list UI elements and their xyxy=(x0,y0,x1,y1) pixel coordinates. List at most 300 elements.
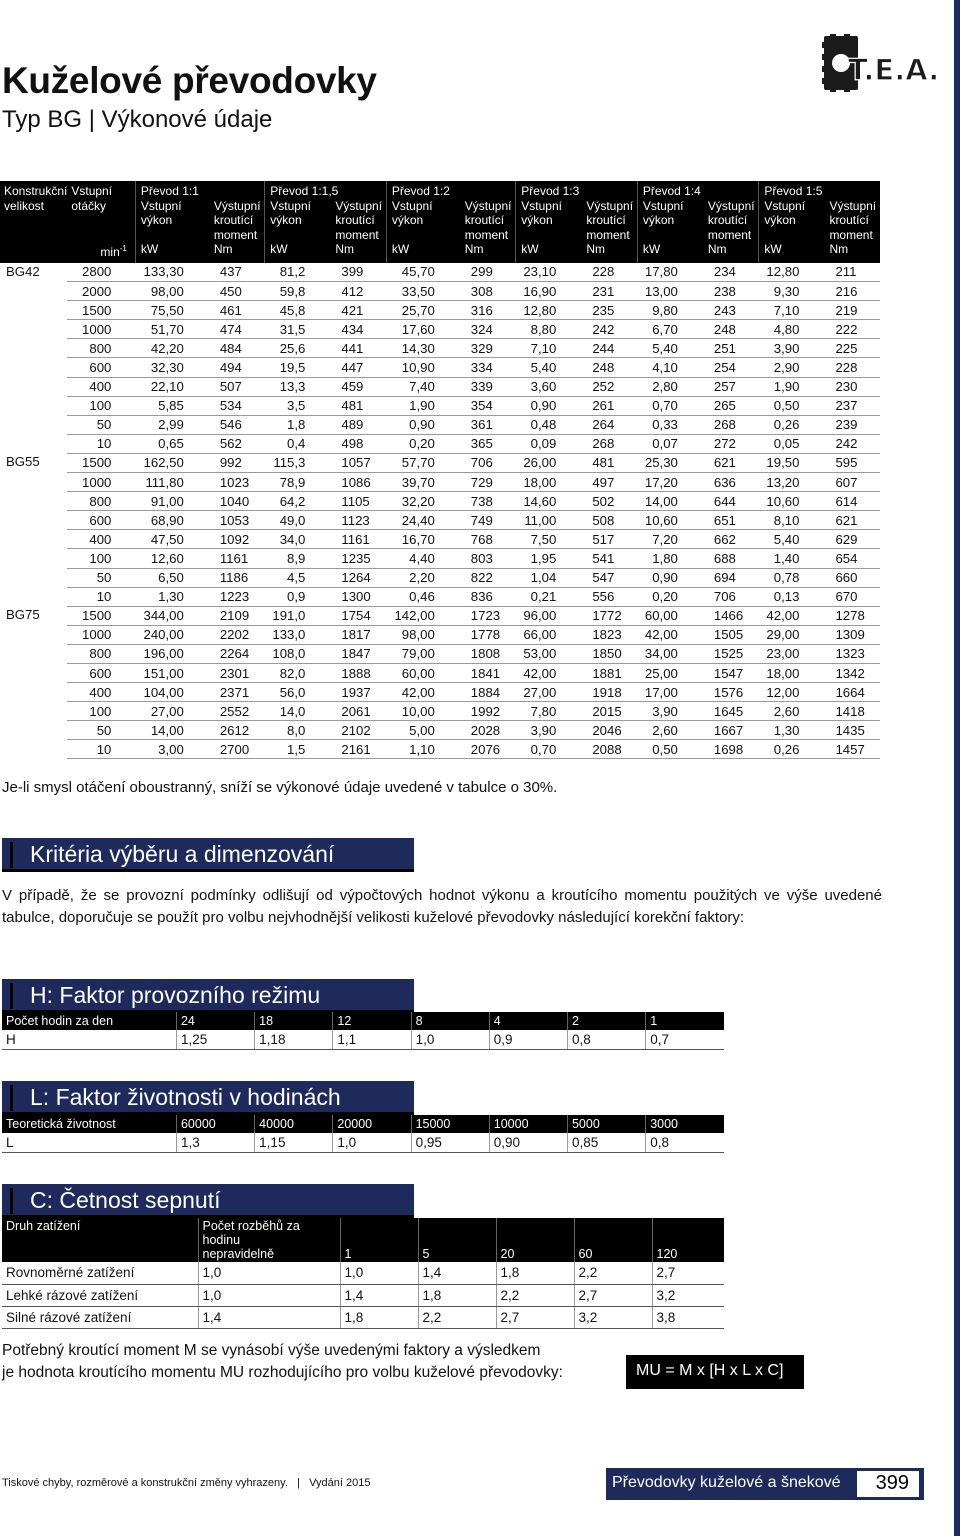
torque-cell: 459 xyxy=(331,377,386,396)
torque-cell: 2700 xyxy=(210,740,265,759)
torque-cell: 399 xyxy=(331,263,386,282)
power-cell: 82,0 xyxy=(265,663,332,682)
power-cell: 18,00 xyxy=(516,473,583,492)
performance-table: Konstrukční Vstupní Převod 1:1 Převod 1:1,5 Převod 1:2 Převod 1:3 Převod 1:4 Převod 1:5 velikost otáčky Vstupní výkon Výstupní kroutící moment Vstupní výkon Výstupní kroutící moment Vstupní výkon Výstupní kroutící moment Vstupní výkon Výstupní kroutící moment Vstupní výkon Výstupní kroutící moment Vstupní výkon Výstupní kroutící moment $\min^{-1}$ kW Nm kW Nm kW Nm kW Nm kW Nm kW Nm BG42 2800 133,30 437 81,2 399 45,70 299 23,10 228 17,80 234 12,80 211 2000 98,00 450 59,8 412 33,50 308 16,90 231 13,00 238 9,30 216 1500 75,50 461 45,8 421 25,70 316 12,80 235 9,80 243 7,10 219 1000 51,70 474 31,5 434 17,60 324 8,80 242 6,70 248 4,80 222 800 42,20 484 25,6 441 14,30 329 7,10 244 5,40 251 3,90 225 600 32,30 494 19,5 447 10,90 334 5,40 248 4,10 254 2,90 228 400 22,10 507 13,3 459 7,40 339 3,60 252 2,80 257 1,90 230 100 5,85 534 3,5 481 1,90 354 0,90 261 0,70 265 0,50 237 50 2,99 546 1,8 489 0,90 361 0,48 264 0,33 268 0,26 239 10 0,65 562 0,4 498 0,20 365 0,09 268 0,07 272 0,05 242 BG55 1500 162,50 992 115,3 1057 57,70 706 26,00 481 25,30 621 19,50 595 1000 111,80 1023 78,9 1086 39,70 729 18,00 497 17,20 636 13,20 607 800 91,00 1040 64,2 1105 32,20 738 14,60 502 14,00 644 10,60 614 600 68,90 1053 49,0 1123 24,40 749 11,00 508 10,60 651 8,10 621 400 47,50 1092 34,0 1161 16,70 768 7,50 517 7,20 662 5,40 629 100 12,60 1161 8,9 1235 4,40 803 1,95 541 1,80 688 1,40 654 50 6,50 1186 4,5 1264 2,20 822 1,04 547 0,90 694 0,78 660 10 1,30 1223 0,9 1300 0,46 836 0,21 556 0,20 706 0,13 670 BG75 1500 344,00 2109 191,0 1754 142,00 1723 96,00 1772 60,00 1466 42,00 1278 1000 240,00 2202 133,0 1817 98,00 1778 66,00 1823 42,00 1505 29,00 1309 800 196,00 2264 108,0 1847 79,00 1808 53,00 1850 34,00 1525 23,00 1323 600 151,00 2301 82,0 1888 60,00 1841 42,00 1881 25,00 1547 18,00 1342 400 104,00 2371 56,0 1937 42,00 1884 27,00 1918 17,00 1576 12,00 1664 100 27,00 2552 14,0 2061 10,00 1992 7,80 2015 3,90 1645 2,60 1418 50 14,00 2612 8,0 2102 5,00 2028 3,90 2046 2,60 1667 1,30 1435 10 3,00 2700 1,5 2161 1,10 2076 0,70 2088 0,50 1698 0,26 1457 xyxy=(0,181,880,759)
torque-cell: 244 xyxy=(582,339,637,358)
power-cell: 25,6 xyxy=(265,339,332,358)
factor_h-value-cell: 1,0 xyxy=(411,1030,489,1050)
table-row xyxy=(0,263,880,282)
power-cell: 0,07 xyxy=(637,434,704,453)
factor_h-header-cell: 18 xyxy=(255,1012,333,1030)
table-row xyxy=(0,740,880,759)
table-row xyxy=(0,530,880,549)
power-cell: 0,50 xyxy=(759,396,826,415)
power-cell: 0,70 xyxy=(516,740,583,759)
power-cell: 151,00 xyxy=(135,663,209,682)
table-row xyxy=(0,415,880,434)
power-cell: 45,8 xyxy=(265,301,332,320)
starts-header-1: 1 xyxy=(340,1218,418,1262)
torque-cell: 2552 xyxy=(210,702,265,721)
power-cell: 4,10 xyxy=(637,358,704,377)
factor_l-value-cell: 0,8 xyxy=(646,1133,724,1153)
power-cell: 3,00 xyxy=(135,740,209,759)
torque-cell: 1300 xyxy=(331,587,386,606)
rpm-unit: $\min^{-1}$ xyxy=(67,242,135,263)
power-cell: 108,0 xyxy=(265,644,332,663)
factor_l-value-cell: L xyxy=(2,1133,176,1153)
power-cell: 1,80 xyxy=(637,549,704,568)
power-cell: 23,10 xyxy=(516,263,583,282)
power-cell: 0,20 xyxy=(386,434,460,453)
torque-cell: 1778 xyxy=(461,625,516,644)
power-cell: 1,95 xyxy=(516,549,583,568)
torque-cell: 2109 xyxy=(210,606,265,625)
torque-cell: 316 xyxy=(461,301,516,320)
sub-input-power: Vstupní výkon xyxy=(637,199,704,243)
table-row xyxy=(0,453,880,472)
power-cell: 17,20 xyxy=(637,473,704,492)
torque-cell: 1754 xyxy=(331,606,386,625)
torque-cell: 629 xyxy=(825,530,880,549)
rpm-cell: 10 xyxy=(67,740,135,759)
rpm-cell: 600 xyxy=(67,511,135,530)
power-cell: 0,26 xyxy=(759,415,826,434)
torque-cell: 1161 xyxy=(210,549,265,568)
factor-c-value-cell: 2,7 xyxy=(652,1262,724,1284)
torque-cell: 1698 xyxy=(704,740,759,759)
table-row xyxy=(0,549,880,568)
torque-cell: 595 xyxy=(825,453,880,472)
rpm-cell: 10 xyxy=(67,587,135,606)
torque-cell: 1161 xyxy=(331,530,386,549)
torque-cell: 836 xyxy=(461,587,516,606)
power-cell: 2,90 xyxy=(759,358,826,377)
torque-cell: 450 xyxy=(210,282,265,301)
torque-cell: 1823 xyxy=(582,625,637,644)
factor-c-value-cell: 1,0 xyxy=(198,1262,340,1284)
torque-cell: 257 xyxy=(704,377,759,396)
intro-paragraph: V případě, že se provozní podmínky odlišují od výpočtových hodnot výkonu a kroutícího momentu použitých ve výše uvedené tabulce, doporučuje se použít pro volbu nejvhodnější velikosti kuželové převodovky následující korekční faktory: xyxy=(2,887,882,926)
torque-cell: 361 xyxy=(461,415,516,434)
power-cell: 8,0 xyxy=(265,721,332,740)
power-cell: 14,00 xyxy=(637,492,704,511)
torque-cell: 222 xyxy=(825,320,880,339)
power-cell: 3,90 xyxy=(637,702,704,721)
table-row xyxy=(0,282,880,301)
power-cell: 10,90 xyxy=(386,358,460,377)
unit-kw: kW xyxy=(516,242,583,263)
torque-cell: 768 xyxy=(461,530,516,549)
torque-cell: 607 xyxy=(825,473,880,492)
torque-cell: 729 xyxy=(461,473,516,492)
power-cell: 0,70 xyxy=(637,396,704,415)
power-cell: 31,5 xyxy=(265,320,332,339)
power-cell: 1,04 xyxy=(516,568,583,587)
torque-cell: 238 xyxy=(704,282,759,301)
table-row xyxy=(0,301,880,320)
torque-cell: 546 xyxy=(210,415,265,434)
torque-cell: 2102 xyxy=(331,721,386,740)
table-row xyxy=(2,1262,724,1284)
power-cell: 133,0 xyxy=(265,625,332,644)
power-cell: 27,00 xyxy=(135,702,209,721)
torque-cell: 272 xyxy=(704,434,759,453)
starts-header-60: 60 xyxy=(574,1218,652,1262)
power-cell: 16,90 xyxy=(516,282,583,301)
power-cell: 2,80 xyxy=(637,377,704,396)
factor-c-value-cell: 2,2 xyxy=(574,1262,652,1284)
table-row xyxy=(0,702,880,721)
factor_h-header-cell: 1 xyxy=(646,1012,724,1030)
power-cell: 12,80 xyxy=(516,301,583,320)
power-cell: 111,80 xyxy=(135,473,209,492)
torque-cell: 1466 xyxy=(704,606,759,625)
torque-cell: 2161 xyxy=(331,740,386,759)
torque-cell: 1772 xyxy=(582,606,637,625)
power-cell: 1,30 xyxy=(135,587,209,606)
factor-c-value-cell: 1,4 xyxy=(340,1284,418,1306)
power-cell: 23,00 xyxy=(759,644,826,663)
torque-cell: 508 xyxy=(582,511,637,530)
torque-cell: 1086 xyxy=(331,473,386,492)
power-cell: 66,00 xyxy=(516,625,583,644)
power-cell: 0,90 xyxy=(637,568,704,587)
power-cell: 14,30 xyxy=(386,339,460,358)
sub-input-power: Vstupní výkon xyxy=(386,199,460,243)
power-cell: 1,90 xyxy=(759,377,826,396)
power-cell: 79,00 xyxy=(386,644,460,663)
torque-cell: 541 xyxy=(582,549,637,568)
torque-cell: 660 xyxy=(825,568,880,587)
torque-cell: 474 xyxy=(210,320,265,339)
power-cell: 0,48 xyxy=(516,415,583,434)
torque-cell: 517 xyxy=(582,530,637,549)
ratio-header-2: Převod 1:1,5 xyxy=(265,181,387,199)
table-row xyxy=(0,396,880,415)
torque-cell: 1123 xyxy=(331,511,386,530)
sub-input-power: Vstupní výkon xyxy=(516,199,583,243)
power-cell: 9,80 xyxy=(637,301,704,320)
power-cell: 5,40 xyxy=(516,358,583,377)
torque-cell: 2202 xyxy=(210,625,265,644)
torque-cell: 670 xyxy=(825,587,880,606)
rpm-cell: 100 xyxy=(67,549,135,568)
torque-cell: 614 xyxy=(825,492,880,511)
torque-cell: 651 xyxy=(704,511,759,530)
power-cell: 1,40 xyxy=(759,549,826,568)
torque-cell: 2264 xyxy=(210,644,265,663)
power-cell: 14,00 xyxy=(135,721,209,740)
rpm-cell: 600 xyxy=(67,663,135,682)
power-cell: 1,30 xyxy=(759,721,826,740)
torque-cell: 1937 xyxy=(331,683,386,702)
factor-c-value-cell: 2,7 xyxy=(496,1306,574,1328)
torque-cell: 354 xyxy=(461,396,516,415)
power-cell: 57,70 xyxy=(386,453,460,472)
power-cell: 10,60 xyxy=(637,511,704,530)
power-cell: 7,10 xyxy=(759,301,826,320)
torque-cell: 329 xyxy=(461,339,516,358)
torque-cell: 621 xyxy=(825,511,880,530)
power-cell: 16,70 xyxy=(386,530,460,549)
torque-cell: 1053 xyxy=(210,511,265,530)
torque-cell: 507 xyxy=(210,377,265,396)
torque-cell: 803 xyxy=(461,549,516,568)
factor-c-value-cell: 2,2 xyxy=(418,1306,496,1328)
unit-kw: kW xyxy=(386,242,460,263)
torque-cell: 2371 xyxy=(210,683,265,702)
torque-cell: 706 xyxy=(704,587,759,606)
rpm-cell: 50 xyxy=(67,721,135,740)
power-cell: 8,10 xyxy=(759,511,826,530)
factor-h-table xyxy=(2,1012,724,1050)
sub-output-torque: Výstupní kroutící moment xyxy=(704,199,759,243)
torque-cell: 621 xyxy=(704,453,759,472)
table-row xyxy=(0,473,880,492)
logo-text: T.E.A. xyxy=(848,53,940,87)
power-cell: 27,00 xyxy=(516,683,583,702)
table-row xyxy=(0,377,880,396)
factor-h-title: H: Faktor provozního režimu xyxy=(30,982,321,1008)
table-row xyxy=(0,644,880,663)
torque-cell: 2301 xyxy=(210,663,265,682)
load-type-cell: Silné rázové zatížení xyxy=(2,1306,198,1328)
torque-cell: 412 xyxy=(331,282,386,301)
power-cell: 25,30 xyxy=(637,453,704,472)
unit-kw: kW xyxy=(265,242,332,263)
torque-cell: 502 xyxy=(582,492,637,511)
power-cell: 17,00 xyxy=(637,683,704,702)
factor_h-value-cell: 1,18 xyxy=(255,1030,333,1050)
factor-l-banner xyxy=(2,1081,414,1115)
torque-cell: 688 xyxy=(704,549,759,568)
power-cell: 240,00 xyxy=(135,625,209,644)
factor_h-value-cell: 1,1 xyxy=(333,1030,411,1050)
power-cell: 3,90 xyxy=(759,339,826,358)
table-row xyxy=(0,721,880,740)
rpm-cell: 1000 xyxy=(67,320,135,339)
factor-c-value-cell: 3,2 xyxy=(574,1306,652,1328)
power-cell: 2,20 xyxy=(386,568,460,587)
power-cell: 1,5 xyxy=(265,740,332,759)
torque-cell: 231 xyxy=(582,282,637,301)
torque-cell: 822 xyxy=(461,568,516,587)
rpm-cell: 400 xyxy=(67,377,135,396)
torque-cell: 1105 xyxy=(331,492,386,511)
torque-cell: 1040 xyxy=(210,492,265,511)
power-cell: 25,00 xyxy=(637,663,704,682)
load-type-header: Druh zatížení xyxy=(2,1218,198,1262)
torque-cell: 481 xyxy=(582,453,637,472)
footer-category xyxy=(606,1468,924,1500)
torque-cell: 334 xyxy=(461,358,516,377)
torque-cell: 421 xyxy=(331,301,386,320)
torque-cell: 489 xyxy=(331,415,386,434)
power-cell: 34,0 xyxy=(265,530,332,549)
power-cell: 64,2 xyxy=(265,492,332,511)
torque-cell: 1525 xyxy=(704,644,759,663)
torque-cell: 1888 xyxy=(331,663,386,682)
result-line-1: Potřebný kroutící moment M se vynásobí výše uvedenými faktory a výsledkem xyxy=(2,1342,541,1359)
load-type-cell: Rovnoměrné zatížení xyxy=(2,1262,198,1284)
torque-cell: 268 xyxy=(704,415,759,434)
torque-cell: 2612 xyxy=(210,721,265,740)
torque-cell: 216 xyxy=(825,282,880,301)
unit-nm: Nm xyxy=(210,242,265,263)
factor_h-header-cell: 12 xyxy=(333,1012,411,1030)
torque-cell: 1342 xyxy=(825,663,880,682)
power-cell: 5,40 xyxy=(759,530,826,549)
factor-c-value-cell: 2,2 xyxy=(496,1284,574,1306)
torque-cell: 992 xyxy=(210,453,265,472)
factor_h-value-cell: 1,25 xyxy=(176,1030,254,1050)
torque-cell: 268 xyxy=(582,434,637,453)
table-row xyxy=(0,511,880,530)
power-cell: 0,46 xyxy=(386,587,460,606)
page-subtitle: Typ BG | Výkonové údaje xyxy=(2,106,273,133)
factor-l-table xyxy=(2,1115,724,1153)
power-cell: 4,5 xyxy=(265,568,332,587)
power-cell: 0,20 xyxy=(637,587,704,606)
factor_l-header-cell: 3000 xyxy=(646,1115,724,1133)
power-cell: 33,50 xyxy=(386,282,460,301)
power-cell: 25,70 xyxy=(386,301,460,320)
rpm-cell: 1500 xyxy=(67,453,135,472)
ratio-header-3: Převod 1:2 xyxy=(386,181,515,199)
torque-cell: 251 xyxy=(704,339,759,358)
starts-header-5: 5 xyxy=(418,1218,496,1262)
sub-output-torque: Výstupní kroutící moment xyxy=(582,199,637,243)
factor-c-table xyxy=(2,1218,724,1329)
torque-cell: 461 xyxy=(210,301,265,320)
torque-cell: 1664 xyxy=(825,683,880,702)
torque-cell: 264 xyxy=(582,415,637,434)
rpm-cell: 400 xyxy=(67,683,135,702)
ratio-header-6: Převod 1:5 xyxy=(759,181,880,199)
rpm-cell: 10 xyxy=(67,434,135,453)
power-cell: 14,0 xyxy=(265,702,332,721)
rpm-cell: 800 xyxy=(67,644,135,663)
torque-cell: 1457 xyxy=(825,740,880,759)
load-type-cell: Lehké rázové zatížení xyxy=(2,1284,198,1306)
power-cell: 60,00 xyxy=(637,606,704,625)
sub-input-power: Vstupní výkon xyxy=(759,199,826,243)
power-cell: 59,8 xyxy=(265,282,332,301)
torque-cell: 1323 xyxy=(825,644,880,663)
power-cell: 0,78 xyxy=(759,568,826,587)
power-cell: 10,60 xyxy=(759,492,826,511)
power-cell: 5,00 xyxy=(386,721,460,740)
factor_h-header-cell: 2 xyxy=(567,1012,645,1030)
power-cell: 8,80 xyxy=(516,320,583,339)
power-cell: 26,00 xyxy=(516,453,583,472)
torque-cell: 706 xyxy=(461,453,516,472)
power-cell: 9,30 xyxy=(759,282,826,301)
rpm-cell: 1500 xyxy=(67,606,135,625)
table-row xyxy=(0,320,880,339)
torque-cell: 1847 xyxy=(331,644,386,663)
table-row xyxy=(0,434,880,453)
factor-c-title: C: Četnost sepnutí xyxy=(30,1187,221,1213)
rpm-cell: 2800 xyxy=(67,263,135,282)
torque-cell: 2088 xyxy=(582,740,637,759)
torque-cell: 2015 xyxy=(582,702,637,721)
torque-cell: 1186 xyxy=(210,568,265,587)
unit-nm: Nm xyxy=(582,242,637,263)
torque-cell: 534 xyxy=(210,396,265,415)
power-cell: 0,33 xyxy=(637,415,704,434)
power-cell: 0,50 xyxy=(637,740,704,759)
torque-cell: 254 xyxy=(704,358,759,377)
table-row xyxy=(0,663,880,682)
torque-cell: 662 xyxy=(704,530,759,549)
power-cell: 56,0 xyxy=(265,683,332,702)
factor-l-title: L: Faktor životnosti v hodinách xyxy=(30,1084,341,1110)
torque-cell: 1264 xyxy=(331,568,386,587)
power-cell: 68,90 xyxy=(135,511,209,530)
torque-cell: 248 xyxy=(704,320,759,339)
factor-c-value-cell: 1,0 xyxy=(340,1262,418,1284)
unit-nm: Nm xyxy=(704,242,759,263)
tea-logo xyxy=(822,34,940,92)
torque-cell: 252 xyxy=(582,377,637,396)
power-cell: 0,26 xyxy=(759,740,826,759)
starts-header-120: 120 xyxy=(652,1218,724,1262)
torque-cell: 211 xyxy=(825,263,880,282)
power-cell: 115,3 xyxy=(265,453,332,472)
torque-cell: 242 xyxy=(825,434,880,453)
power-cell: 196,00 xyxy=(135,644,209,663)
power-cell: 19,5 xyxy=(265,358,332,377)
torque-cell: 1435 xyxy=(825,721,880,740)
torque-cell: 494 xyxy=(210,358,265,377)
torque-cell: 1547 xyxy=(704,663,759,682)
power-cell: 0,09 xyxy=(516,434,583,453)
power-cell: 142,00 xyxy=(386,606,460,625)
torque-cell: 2076 xyxy=(461,740,516,759)
factor-c-value-cell: 1,4 xyxy=(198,1306,340,1328)
unit-nm: Nm xyxy=(461,242,516,263)
power-cell: 42,00 xyxy=(386,683,460,702)
torque-cell: 228 xyxy=(825,358,880,377)
torque-cell: 1645 xyxy=(704,702,759,721)
rpm-cell: 400 xyxy=(67,530,135,549)
power-cell: 11,00 xyxy=(516,511,583,530)
rpm-cell: 800 xyxy=(67,492,135,511)
power-cell: 10,00 xyxy=(386,702,460,721)
torque-cell: 299 xyxy=(461,263,516,282)
torque-cell: 230 xyxy=(825,377,880,396)
power-cell: 1,10 xyxy=(386,740,460,759)
factor_l-header-cell: 5000 xyxy=(567,1115,645,1133)
power-cell: 5,85 xyxy=(135,396,209,415)
power-cell: 4,80 xyxy=(759,320,826,339)
size-cell: BG75 xyxy=(6,607,40,623)
torque-cell: 1418 xyxy=(825,702,880,721)
factor-c-value-cell: 3,8 xyxy=(652,1306,724,1328)
rpm-cell: 800 xyxy=(67,339,135,358)
factor_l-header-cell: Teoretická životnost xyxy=(2,1115,176,1133)
factor_l-header-cell: 10000 xyxy=(489,1115,567,1133)
power-cell: 19,50 xyxy=(759,453,826,472)
torque-cell: 237 xyxy=(825,396,880,415)
power-cell: 49,0 xyxy=(265,511,332,530)
torque-cell: 1057 xyxy=(331,453,386,472)
power-cell: 1,8 xyxy=(265,415,332,434)
factor_h-header-cell: 4 xyxy=(489,1012,567,1030)
factor_l-value-cell: 0,95 xyxy=(411,1133,489,1153)
power-cell: 29,00 xyxy=(759,625,826,644)
